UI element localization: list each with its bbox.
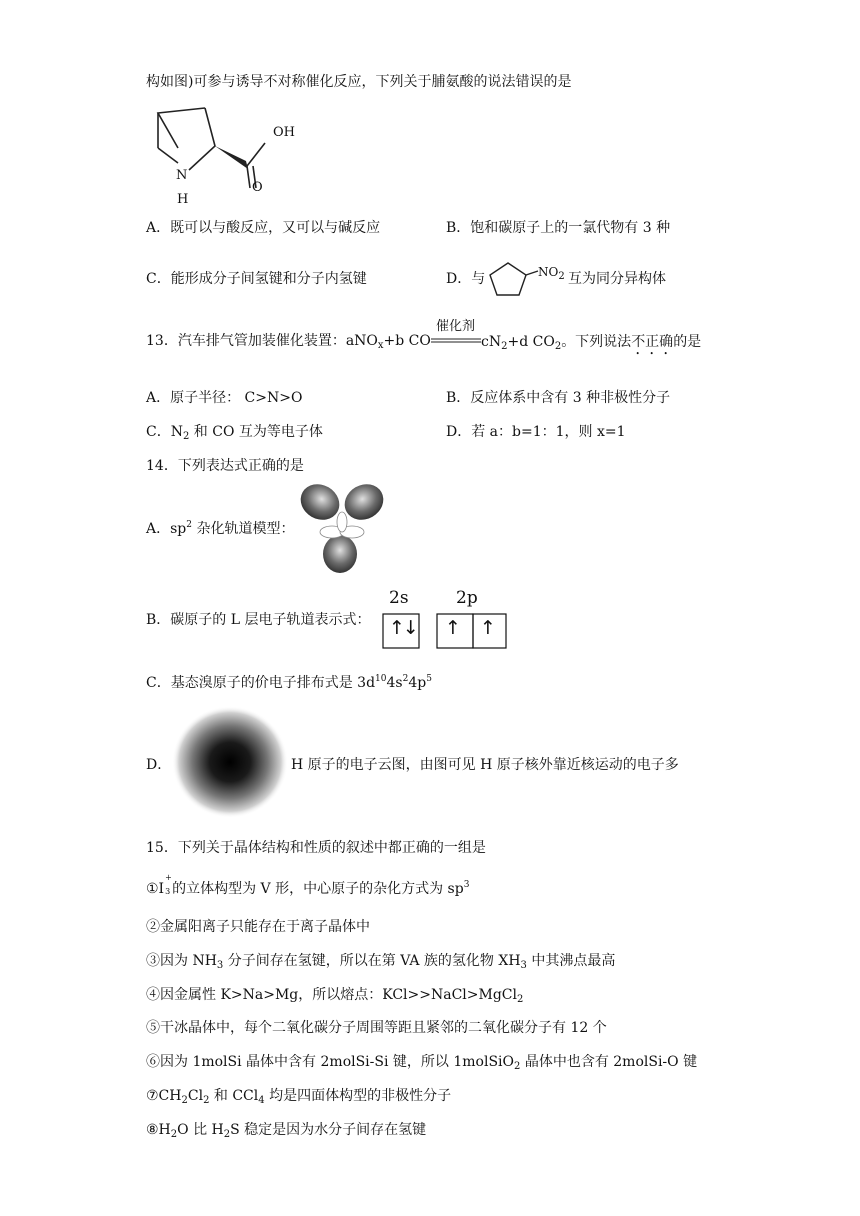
q15-statement-3: ③因为 $NH_3$ 分子间存在氢键，所以在第 VA 族的氢化物 $XH_3$ 中其沸点最高	[146, 953, 616, 971]
reaction-arrow	[431, 338, 481, 344]
struct-o-label: O	[252, 180, 263, 195]
q13-option-d: D．若 a：b=1：1，则 x=1	[446, 424, 626, 440]
q14-option-b: B．碳原子的 L 层电子轨道表示式：	[146, 612, 371, 628]
q14-option-d-text: H 原子的电子云图，由图可见 H 原子核外靠近核运动的电子多	[291, 757, 679, 773]
q15-statement-6: ⑥因为 1molSi 晶体中含有 2molSi-Si 键，所以 1molSiO$_2$ 晶体中也含有 2molSi-O 键	[146, 1054, 698, 1072]
struct-n-label: N	[176, 168, 188, 183]
q13-products: $cN_2+d$ $CO_2$。下列说法不正确的是	[481, 334, 702, 352]
q13-stem: 13．汽车排气管加装催化装置：aNO$_x$+b CO	[146, 333, 431, 351]
orbital-2p-electron-2: ↑	[480, 617, 496, 639]
q14-stem: 14．下列表达式正确的是	[146, 458, 304, 474]
proline-structure-image	[150, 108, 310, 208]
q15-statement-5: ⑤干冰晶体中，每个二氧化碳分子周围等距且紧邻的二氧化碳分子有 12 个	[146, 1020, 607, 1036]
orbital-2p-label: 2p	[456, 588, 478, 608]
q14-option-a: A．$sp^2$ 杂化轨道模型：	[146, 520, 295, 537]
q15-stem: 15．下列关于晶体结构和性质的叙述中都正确的一组是	[146, 840, 486, 856]
orbital-2p-electron-1: ↑	[445, 617, 461, 639]
q13-option-c: C．$N_2$ 和 CO 互为等电子体	[146, 424, 323, 442]
q13-option-a: A．原子半径： C>N>O	[146, 390, 303, 406]
struct-h-label: H	[177, 192, 189, 207]
q12-option-a: A．既可以与酸反应，又可以与碱反应	[146, 220, 381, 236]
orbital-2s-electrons: ↑↓	[389, 617, 417, 639]
q14-option-d-label: D．	[146, 757, 172, 773]
q13-option-b: B．反应体系中含有 3 种非极性分子	[446, 390, 671, 406]
q12-option-b: B．饱和碳原子上的一氯代物有 3 种	[446, 220, 671, 236]
q12-stem: 构如图)可参与诱导不对称催化反应，下列关于脯氨酸的说法错误的是	[146, 74, 572, 90]
q15-statement-1: ①I + 3 的立体构型为 V 形，中心原子的杂化方式为 $sp^3$	[146, 873, 470, 897]
sp2-orbital-model-image	[292, 480, 392, 575]
q12-option-d-prefix: D．与	[446, 271, 486, 287]
struct-oh-label: OH	[273, 125, 295, 140]
q12-option-c: C．能形成分子间氢键和分子内氢键	[146, 271, 367, 287]
q15-statement-2: ②金属阳离子只能存在于离子晶体中	[146, 919, 370, 935]
catalyst-label: 催化剂	[436, 319, 476, 334]
q15-statement-8: $⑧H_2O$ 比 $H_2S$ 稳定是因为水分子间存在氢键	[146, 1122, 427, 1140]
q15-statement-7: $⑦CH_2Cl_2$ 和 CCl$_4$ 均是四面体构型的非极性分子	[146, 1088, 452, 1106]
electron-cloud-image	[170, 705, 290, 820]
q12-option-d-suffix: 互为同分异构体	[568, 271, 666, 287]
q15-statement-4: ④因金属性 K>Na>Mg，所以熔点：KCl>>NaCl>MgCl$_2$	[146, 987, 524, 1005]
nitro-label: $NO_2$	[538, 265, 565, 282]
q14-option-c: C．基态溴原子的价电子排布式是 $3d^{10}4s^24p^5$	[146, 674, 432, 691]
orbital-2s-label: 2s	[389, 588, 409, 608]
